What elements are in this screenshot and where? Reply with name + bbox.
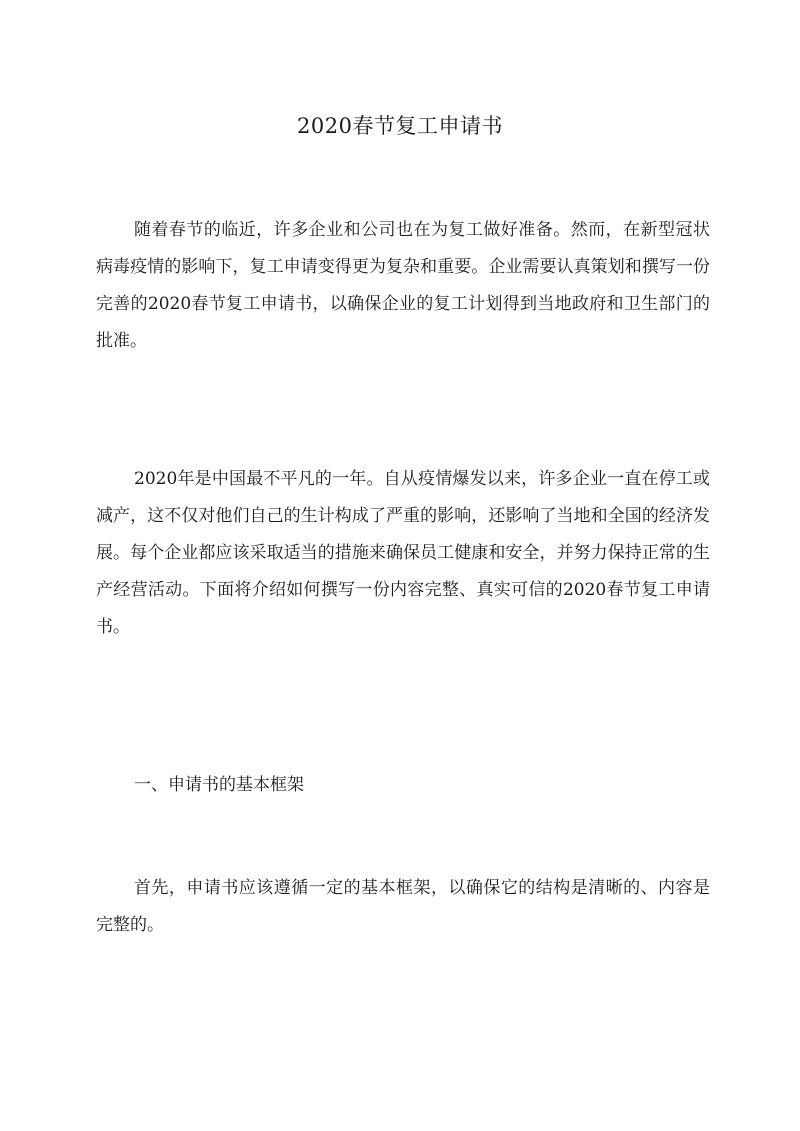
section-heading-basic-framework: 一、申请书的基本框架 bbox=[134, 775, 304, 795]
paragraph-intro: 随着春节的临近，许多企业和公司也在为复工做好准备。然而，在新型冠状病毒疫情的影响下，复工申请变得更为复杂和重要。企业需要认真策划和撰写一份完善的2020春节复工申请书，以确保企业的复工计划得到当地政府和卫生部门的批准。 bbox=[96, 220, 710, 351]
paragraph-background: 2020年是中国最不平凡的一年。自从疫情爆发以来，许多企业一直在停工或减产，这不仅对他们自己的生计构成了严重的影响，还影响了当地和全国的经济发展。每个企业都应该采取适当的措施来确保员工健康和安全，并努力保持正常的生产经营活动。下面将介绍如何撰写一份内容完整、真实可信的2020春节复工申请书。 bbox=[96, 469, 710, 637]
document-title: 2020春节复工申请书 bbox=[297, 114, 503, 139]
paragraph-framework: 首先，申请书应该遵循一定的基本框架，以确保它的结构是清晰的、内容是完整的。 bbox=[96, 878, 710, 935]
